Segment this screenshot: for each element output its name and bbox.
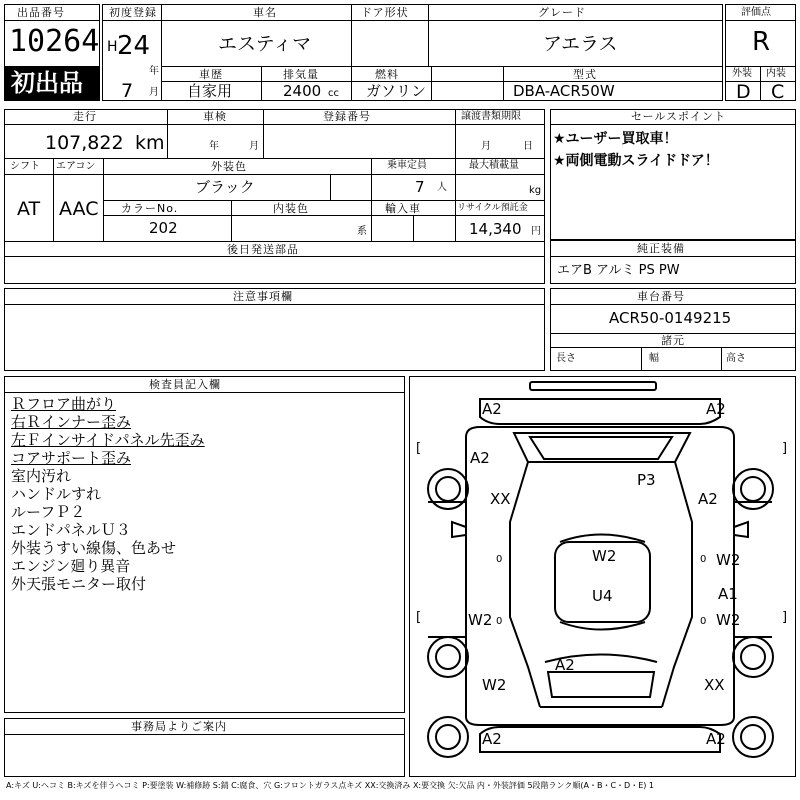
inspector-line: エンジン廻り異音 [11, 557, 131, 575]
main-header-box [102, 4, 723, 101]
recycle-value: 14,340 [469, 220, 522, 238]
model-value: DBA-ACR50W [513, 82, 615, 100]
aircon-label: エアコン [56, 161, 96, 172]
lot-label: 出品番号 [17, 6, 65, 19]
interior-label: 内装 [766, 68, 786, 79]
shift-label: シフト [10, 161, 40, 172]
damage-front-right: A2 [706, 400, 726, 418]
notes-label: 注意事項欄 [233, 290, 293, 303]
inspection-label: 車検 [203, 110, 227, 123]
damage-rear-left: A2 [482, 730, 502, 748]
svg-text:0: 0 [700, 616, 707, 627]
first-listing-label: 初出品 [11, 69, 83, 97]
lot-box [4, 4, 100, 101]
car-diagram [410, 377, 795, 776]
mileage-label: 走行 [73, 110, 97, 123]
damage-right-fender: A2 [698, 490, 718, 508]
chassis-box [550, 288, 796, 371]
damage-right-slide-door: W2 [716, 551, 741, 569]
import-label: 輸入車 [385, 202, 421, 215]
svg-text:0: 0 [700, 554, 707, 565]
displacement-label: 排気量 [283, 68, 319, 81]
height-label: 高さ [726, 353, 746, 364]
notes-box [4, 288, 545, 371]
transfer-month-unit: 月 [481, 141, 491, 152]
capacity-label: 乗車定員 [387, 160, 427, 171]
shift-value: AT [17, 198, 41, 220]
spec-label: 諸元 [661, 334, 685, 347]
history-value: 自家用 [187, 82, 233, 100]
insp-year-unit: 年 [209, 141, 219, 152]
recycle-label: リサイクル預託金 [457, 203, 528, 213]
damage-left-fender: A2 [470, 449, 490, 467]
damage-left-slide-door: W2 [468, 611, 493, 629]
damage-left-quarter: W2 [482, 676, 507, 694]
damage-rear-right: A2 [706, 730, 726, 748]
chassis-label: 車台番号 [637, 290, 685, 303]
damage-roof-front: P3 [637, 471, 656, 489]
inspector-line: Ｒフロア曲がり [11, 395, 117, 413]
reg-year: 24 [117, 31, 151, 61]
inspector-title: 検査員記入欄 [149, 378, 221, 391]
inspector-notes [11, 395, 205, 593]
score-label: 評価点 [741, 7, 771, 18]
exterior-grade: D [736, 81, 751, 103]
svg-text:0: 0 [496, 616, 503, 627]
inspector-box [4, 376, 405, 713]
era: H [107, 39, 118, 55]
damage-roof-rear: U4 [592, 587, 613, 605]
month-unit: 月 [149, 87, 159, 98]
inspector-line: エンドパネルＵ３ [11, 521, 131, 539]
damage-right-rear: XX [704, 676, 725, 694]
length-label: 長さ [556, 353, 576, 364]
displacement-unit: cc [328, 88, 339, 99]
svg-text:[: [ [416, 610, 422, 625]
score-value: R [752, 27, 771, 57]
svg-text:]: ] [782, 610, 788, 625]
displacement-value: 2400 [283, 82, 322, 100]
office-box [4, 718, 405, 777]
sales-point-2: ★両側電動スライドドア！ [553, 153, 719, 169]
first-reg-label: 初度登録 [109, 6, 157, 19]
capacity-value: 7 [415, 178, 425, 196]
inspector-line: コアサポート歪み [11, 449, 132, 467]
model-label: 型式 [573, 68, 597, 81]
reg-month: 7 [121, 80, 134, 102]
svg-text:[: [ [416, 441, 422, 456]
svg-text:0: 0 [496, 554, 503, 565]
damage-left-front-door: XX [490, 490, 511, 508]
color-label: 外装色 [211, 160, 247, 173]
fuel-label: 燃料 [375, 68, 399, 81]
inspector-line: 室内汚れ [11, 467, 72, 485]
max-load-unit: kg [529, 185, 542, 196]
recycle-unit: 円 [531, 226, 541, 237]
mileage-value: 107,822 [45, 132, 124, 154]
damage-roof-center: W2 [592, 547, 617, 565]
car-name: エスティマ [218, 33, 312, 55]
grade-value: アエラス [543, 33, 618, 55]
max-load-label: 最大積載量 [469, 160, 519, 171]
lot-number: 10264 [9, 24, 100, 59]
exterior-label: 外装 [732, 68, 752, 79]
sales-point-box [550, 109, 796, 240]
office-label: 事務局よりご案内 [131, 720, 227, 733]
transfer-day-unit: 日 [523, 141, 533, 152]
damage-right-quarter: W2 [716, 611, 741, 629]
year-unit: 年 [149, 66, 159, 77]
color-no-value: 202 [149, 219, 178, 237]
mileage-unit: km [135, 132, 165, 154]
interior-grade: C [771, 81, 785, 103]
fuel-value: ガソリン [366, 82, 427, 100]
reg-no-label: 登録番号 [323, 110, 371, 123]
inspector-line: ハンドルすれ [11, 485, 102, 503]
equipment-label: 純正装備 [637, 242, 685, 255]
history-label: 車歴 [199, 68, 223, 81]
color-no-label: カラーNo. [121, 202, 179, 215]
sales-label: セールスポイント [631, 110, 727, 123]
vehicle-details-box [4, 109, 545, 284]
inspector-line: 左Ｆインサイドパネル先歪み [11, 431, 205, 449]
inspector-line: 右Ｒインナー歪み [11, 413, 132, 431]
transfer-label: 譲渡書類期限 [461, 111, 521, 122]
inspector-line: 外天張モニター取付 [11, 575, 147, 593]
interior-color-unit: 系 [357, 226, 367, 237]
score-box [725, 4, 796, 101]
equipment-box [550, 240, 796, 284]
grade-label: グレード [538, 6, 586, 19]
sales-point-1: ★ユーザー買取車！ [553, 131, 678, 147]
color-value: ブラック [195, 178, 255, 196]
inspector-line: 外装うすい線傷、色あせ [11, 539, 177, 557]
equipment-value: エアB アルミ PS PW [557, 263, 680, 278]
capacity-unit: 人 [437, 182, 447, 193]
car-name-label: 車名 [253, 6, 277, 19]
svg-text:]: ] [782, 441, 788, 456]
damage-rear-glass: A2 [555, 656, 575, 674]
legend: A:キズ U:ヘコミ B:キズを伴うヘコミ P:要塗装 W:補修跡 S:錆 C:腐食、穴 G:フロントガラス点キズ XX:交換済み X:要交換 欠:欠品 内・外装評価 5段階ランク順(A・B・C・D・E) 1 [6, 781, 655, 790]
interior-color-label: 内装色 [273, 202, 309, 215]
inspector-line: ルーフＰ２ [11, 503, 86, 521]
door-label: ドア形状 [361, 6, 409, 19]
chassis-value: ACR50-0149215 [609, 309, 732, 327]
later-parts-label: 後日発送部品 [227, 243, 299, 256]
damage-map-box [409, 376, 796, 777]
damage-front-left: A2 [482, 400, 502, 418]
aircon-value: AAC [59, 198, 99, 220]
width-label: 幅 [649, 353, 659, 364]
insp-month-unit: 月 [249, 141, 259, 152]
damage-right-rear-door: A1 [718, 585, 738, 603]
